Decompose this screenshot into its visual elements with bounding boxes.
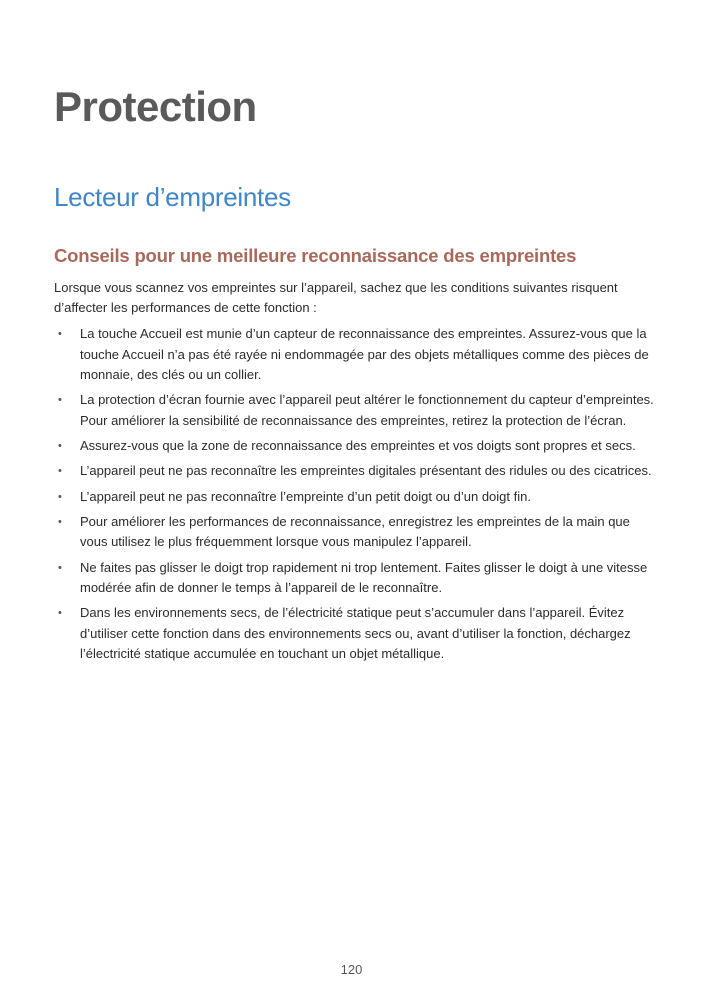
tip-text: La touche Accueil est munie d’un capteur de reconnaissance des empreintes. Assurez-vous que la touche Accueil n’a pas été rayée ni endommagée par des objets métalliques comme des pièces de monnaie, des clés ou un collier. [80, 326, 649, 383]
bullet-icon: • [58, 394, 62, 407]
tip-item [54, 324, 654, 386]
section-title: Lecteur d’empreintes [54, 182, 291, 212]
chapter-title: Protection [54, 83, 257, 130]
tip-text: Ne faites pas glisser le doigt trop rapidement ni trop lentement. Faites glisser le doigt à une vitesse modérée afin de donner le temps à l’appareil de le reconnaître. [80, 559, 648, 596]
bullet-icon: • [58, 328, 62, 340]
intro-paragraph: Lorsque vous scannez vos empreintes sur l’appareil, sachez que les conditions suivantes risquent d’affecter les performances de cette fonction : [54, 280, 618, 315]
tip-text: Pour améliorer les performances de reconnaissance, enregistrez les empreintes de la main que vous utilisez le plus fréquemment lorsque vous manipulez l’appareil. [80, 513, 630, 550]
tip-text: L’appareil peut ne pas reconnaître les empreintes digitales présentant des ridules ou des cicatrices. [80, 463, 652, 479]
tip-text: L’appareil peut ne pas reconnaître l’empreinte d’un petit doigt ou d’un doigt fin. [80, 488, 531, 504]
bullet-icon: • [58, 490, 62, 503]
tip-text: Assurez-vous que la zone de reconnaissance des empreintes et vos doigts sont propres et secs. [80, 438, 636, 454]
tip-item [54, 603, 654, 665]
tip-item [54, 512, 654, 553]
tip-text: La protection d’écran fournie avec l’appareil peut altérer le fonctionnement du capteur d’empreintes. Pour améliorer la sensibilité de reconnaissance des empreintes, retirez la protection de l’écran. [80, 392, 654, 428]
tip-item [54, 436, 654, 457]
bullet-icon: • [58, 607, 62, 620]
bullet-icon: • [58, 465, 62, 478]
bullet-icon: • [58, 440, 62, 453]
tips-list [54, 324, 654, 670]
tip-item [54, 390, 654, 431]
bullet-icon: • [58, 561, 62, 574]
bullet-icon: • [58, 515, 62, 528]
tip-text: Dans les environnements secs, de l’électricité statique peut s’accumuler dans l’appareil. Évitez d’utiliser cette fonction dans des environnements secs ou, avant d’utiliser la fonction, déchargez l’électricité statique accumulée en touchant un objet métallique. [80, 605, 631, 662]
tip-item [54, 558, 654, 599]
tip-item [54, 487, 654, 508]
tip-item [54, 461, 654, 482]
subsection-title: Conseils pour une meilleure reconnaissance des empreintes [54, 245, 577, 266]
page-number: 120 [340, 962, 363, 977]
